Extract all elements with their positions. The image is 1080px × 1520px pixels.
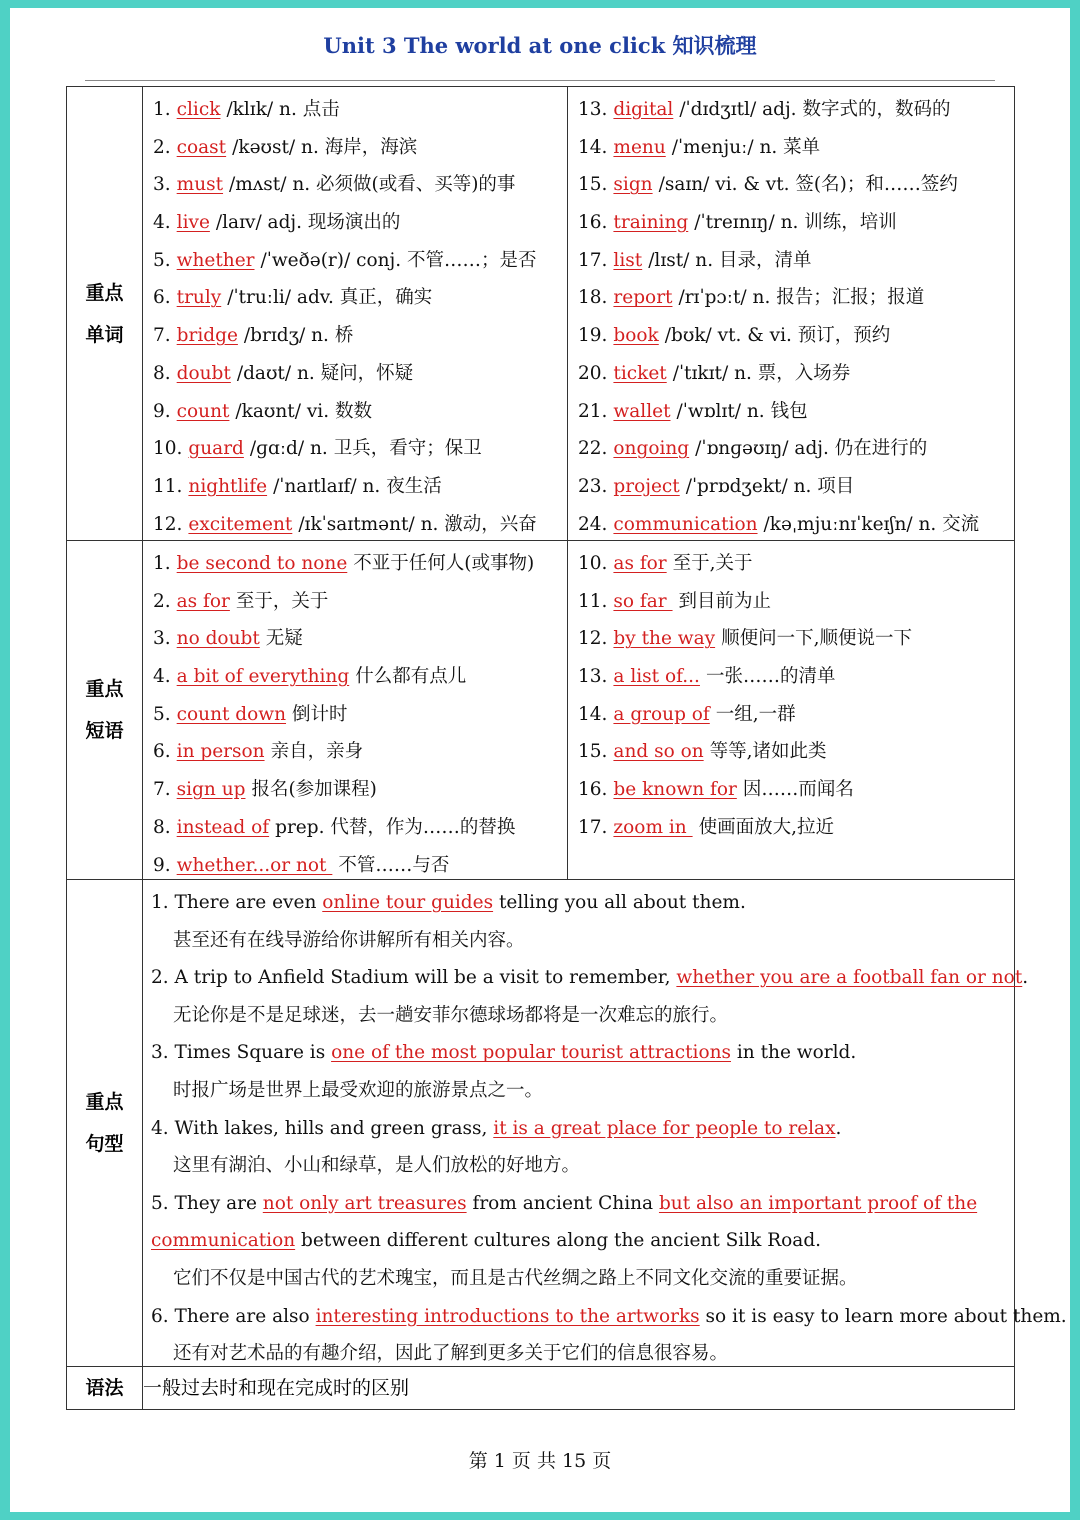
word-item [578,129,1014,167]
word-keyword: live [176,212,210,234]
word-keyword: nightlife [188,475,268,497]
sentence-keyphrase: interesting introductions to the artworks [315,1305,700,1327]
word-definition: /ˈmenjuː/ n. 菜单 [671,136,821,158]
phrase-number: 16. [578,779,608,801]
word-item [153,242,567,280]
sentence-text: from ancient China [466,1192,659,1214]
word-item [578,506,1014,544]
word-item [578,355,1014,393]
word-item [578,317,1014,355]
word-keyword: excitement [188,513,293,535]
word-definition: /kaʊnt/ vi. 数数 [235,400,372,422]
word-definition: /lɪst/ n. 目录，清单 [648,249,812,271]
word-definition: /ˈnaɪtlaɪf/ n. 夜生活 [273,475,442,497]
sentence-keyphrase: it is a great place for people to relax [493,1117,836,1139]
phrase-number: 4. [153,666,171,688]
word-definition: /rɪˈpɔːt/ n. 报告；汇报；报道 [678,287,925,309]
sentence-english [151,1034,1006,1072]
word-definition: /klɪk/ n. 点击 [226,99,340,120]
word-item [153,468,567,506]
word-keyword: training [613,212,689,234]
phrase-item [153,733,567,771]
sentence-english [151,1110,1006,1148]
phrase-item [578,771,1014,809]
sentence-text: 3. Times Square is [151,1042,332,1064]
sentence-keyphrase: online tour guides [322,892,494,913]
phrase-definition: 到目前为止 [678,590,772,612]
phrase-definition: 等等,诸如此类 [709,741,827,763]
sentence-text: . [835,1117,842,1139]
word-item [578,91,1014,129]
word-keyword: whether [176,249,255,271]
word-number: 6. [153,287,171,309]
sentence-chinese: 这里有湖泊、小山和绿草，是人们放松的好地方。 [173,1155,581,1177]
phrase-definition: 无疑 [265,628,303,650]
phrase-keyword: zoom in [613,816,693,838]
page-title: Unit 3 The world at one click 知识梳理 [323,33,757,58]
phrase-keyword: a bit of everything [176,666,350,688]
phrase-number: 3. [153,628,171,650]
word-number: 18. [578,287,608,309]
word-number: 12. [153,513,183,535]
phrase-number: 14. [578,703,608,725]
word-item [578,393,1014,431]
sentence-chinese: 它们不仅是中国古代的艺术瑰宝，而且是古代丝绸之路上不同文化交流的重要证据。 [173,1267,858,1289]
phrase-definition: 因……而闻名 [742,779,854,801]
phrase-item [153,583,567,621]
words-left-col [143,87,568,541]
phrase-definition: 使画面放大,拉近 [698,816,834,838]
phrase-definition: 什么都有点儿 [355,666,467,688]
phrase-number: 2. [153,590,171,612]
word-number: 17. [578,249,608,271]
phrase-keyword: no doubt [176,628,260,650]
sentence-text: 6. There are also [151,1305,316,1327]
phrase-keyword: a list of... [613,666,700,688]
sentences-label: 重点 句型 [67,880,143,1367]
word-item [578,468,1014,506]
word-number: 14. [578,136,608,158]
sentence-text: 2. A trip to Anfield Stadium will be a visit to remember, [151,967,677,989]
word-item [578,242,1014,280]
phrase-definition: 一组,一群 [715,703,796,725]
word-keyword: list [613,249,643,271]
word-keyword: count [176,400,230,422]
phrase-keyword: instead of [176,816,270,838]
phrase-item [578,733,1014,771]
sentence-chinese: 还有对艺术品的有趣介绍，因此了解到更多关于它们的信息很容易。 [173,1343,729,1365]
sentence-text: 1. There are even [151,892,323,913]
word-number: 10. [153,438,183,460]
word-keyword: click [176,99,221,120]
phrase-item [153,620,567,658]
phrase-item [578,620,1014,658]
word-item [153,506,567,544]
word-item [578,430,1014,468]
sentence-text: telling you all about them. [493,892,746,913]
word-item [153,430,567,468]
phrase-definition: 顺便问一下,顺便说一下 [721,628,912,650]
word-keyword: digital [613,99,674,120]
word-keyword: truly [176,287,222,309]
sentence-english [151,884,1006,922]
word-definition: /bʊk/ vt. & vi. 预订，预约 [664,325,891,347]
phrase-item [153,696,567,734]
word-item [153,279,567,317]
sentence-text: in the world. [731,1042,857,1064]
word-definition: /ɡɑːd/ n. 卫兵，看守；保卫 [249,438,482,460]
words-label: 重点 单词 [67,87,143,541]
word-item [578,279,1014,317]
phrase-definition: 不亚于任何人(或事物) [353,553,535,574]
word-definition: /kəˌmjuːnɪˈkeɪʃn/ n. 交流 [763,513,980,535]
word-item [578,204,1014,242]
word-keyword: ticket [613,362,667,384]
word-keyword: doubt [176,362,231,384]
phrases-left-col [143,541,568,880]
word-keyword: book [613,325,659,347]
word-keyword: ongoing [613,438,690,460]
word-item [153,91,567,129]
phrase-definition: 报名(参加课程) [251,779,377,801]
sentence-english [151,1185,1006,1223]
sentence-text: so it is easy to learn more about them. [699,1305,1067,1327]
sentence-chinese: 甚至还有在线导游给你讲解所有相关内容。 [173,929,525,951]
word-number: 13. [578,99,608,120]
sentence-text: 4. With lakes, hills and green grass, [151,1117,494,1139]
phrase-keyword: be known for [613,779,737,801]
word-number: 23. [578,475,608,497]
word-item [153,393,567,431]
phrase-definition: prep. 代替，作为……的替换 [275,816,516,838]
word-number: 8. [153,362,171,384]
word-item [153,317,567,355]
word-keyword: menu [613,136,666,158]
phrase-keyword: sign up [176,779,246,801]
word-keyword: guard [188,438,244,460]
phrase-definition: 不管……与否 [338,854,450,876]
words-right-col [568,87,1015,541]
word-item [578,166,1014,204]
phrase-keyword: as for [176,590,230,612]
word-definition: /ɪkˈsaɪtmənt/ n. 激动，兴奋 [298,513,537,535]
sentence-keyphrase: one of the most popular tourist attractions [331,1042,731,1064]
page-footer: 第 1 页 共 15 页 [468,1450,612,1472]
word-number: 7. [153,325,171,347]
word-definition: /ˈɒnɡəʊɪŋ/ adj. 仍在进行的 [695,438,928,460]
word-number: 9. [153,400,171,422]
phrase-number: 7. [153,779,171,801]
sentence-keyphrase: but also an important proof of the [658,1192,978,1214]
phrase-item [153,809,567,847]
word-definition: /laɪv/ adj. 现场演出的 [215,212,401,234]
phrase-number: 17. [578,816,608,838]
word-number: 2. [153,136,171,158]
word-definition: /ˈwɒlɪt/ n. 钱包 [676,400,808,422]
phrase-item [578,583,1014,621]
word-item [153,355,567,393]
word-definition: /ˈprɒdʒekt/ n. 项目 [685,475,855,497]
phrase-number: 5. [153,703,171,725]
phrase-definition: 至于，关于 [235,590,329,612]
word-number: 15. [578,174,608,196]
phrase-number: 1. [153,553,171,574]
grammar-label: 语法 [67,1367,143,1410]
sentence-keyphrase: not only art treasures [262,1192,467,1214]
word-keyword: must [176,174,224,196]
phrase-item [578,658,1014,696]
phrase-keyword: and so on [613,741,704,763]
word-definition: /ˈweðə(r)/ conj. 不管……；是否 [260,249,537,271]
sentence-english [151,1298,1067,1336]
phrase-keyword: in person [176,741,265,763]
word-number: 5. [153,249,171,271]
word-definition: /ˈdɪdʒɪtl/ adj. 数字式的，数码的 [679,99,951,120]
grammar-text: 一般过去时和现在完成时的区别 [143,1367,1015,1410]
word-keyword: project [613,475,680,497]
phrase-keyword: be second to none [176,553,348,574]
word-number: 4. [153,212,171,234]
word-keyword: sign [613,174,653,196]
grammar-row [67,1367,1015,1410]
word-definition: /ˈtɪkɪt/ n. 票，入场券 [672,362,851,384]
phrase-item [578,545,1014,583]
phrase-number: 12. [578,628,608,650]
phrase-keyword: whether...or not [176,854,333,876]
word-number: 19. [578,325,608,347]
word-definition: /brɪdʒ/ n. 桥 [243,325,354,347]
phrase-definition: 至于,关于 [672,553,753,574]
sentence-text: between different cultures along the ancient Silk Road. [295,1230,822,1252]
phrase-keyword: a group of [613,703,710,725]
phrase-item [153,658,567,696]
sentence-english [151,1222,1006,1260]
phrase-item [578,696,1014,734]
phrases-row [67,541,1015,880]
phrase-number: 8. [153,816,171,838]
phrase-number: 10. [578,553,608,574]
word-keyword: communication [613,513,758,535]
word-number: 24. [578,513,608,535]
phrase-definition: 一张……的清单 [705,666,836,688]
word-number: 21. [578,400,608,422]
word-definition: /ˈtruːli/ adv. 真正，确实 [227,287,433,309]
phrase-keyword: so far [613,590,673,612]
phrase-number: 13. [578,666,608,688]
word-definition: /daʊt/ n. 疑问，怀疑 [236,362,414,384]
word-item [153,204,567,242]
phrase-keyword: count down [176,703,287,725]
word-keyword: bridge [176,325,238,347]
phrase-item [153,771,567,809]
word-item [153,129,567,167]
word-keyword: wallet [613,400,671,422]
sentence-english [151,959,1029,997]
phrase-number: 15. [578,741,608,763]
phrase-definition: 亲自，亲身 [270,741,364,763]
sentence-text: 5. They are [151,1192,263,1214]
word-number: 1. [153,99,171,120]
phrase-keyword: by the way [613,628,716,650]
sentence-keyphrase: communication [151,1230,296,1252]
word-item [153,166,567,204]
sentence-chinese: 时报广场是世界上最受欢迎的旅游景点之一。 [173,1079,544,1101]
sentence-chinese: 无论你是不是足球迷，去一趟安菲尔德球场都将是一次难忘的旅行。 [173,1004,729,1026]
words-row [67,87,1015,541]
phrase-item [153,545,567,583]
word-keyword: coast [176,136,227,158]
word-definition: /ˈtreɪnɪŋ/ n. 训练，培训 [694,212,897,234]
phrase-number: 6. [153,741,171,763]
word-number: 11. [153,475,183,497]
phrase-item [578,809,1014,847]
sentences-row [67,880,1015,1367]
phrases-right-col [568,541,1015,880]
phrase-number: 11. [578,590,608,612]
word-number: 22. [578,438,608,460]
phrase-keyword: as for [613,553,667,574]
word-definition: /kəʊst/ n. 海岸，海滨 [232,136,418,158]
phrase-number: 9. [153,854,171,876]
title-rule [85,80,995,81]
word-number: 20. [578,362,608,384]
phrase-definition: 倒计时 [292,703,348,725]
word-number: 16. [578,212,608,234]
word-number: 3. [153,174,171,196]
word-definition: /saɪn/ vi. & vt. 签(名)；和……签约 [658,174,958,196]
phrases-label: 重点 短语 [67,541,143,880]
sentence-text: . [1022,967,1029,989]
word-keyword: report [613,287,673,309]
sentences-col [143,880,1067,1367]
sentence-keyphrase: whether you are a football fan or not [676,967,1023,989]
knowledge-table [66,86,1067,1410]
word-definition: /mʌst/ n. 必须做(或看、买等)的事 [229,174,516,196]
